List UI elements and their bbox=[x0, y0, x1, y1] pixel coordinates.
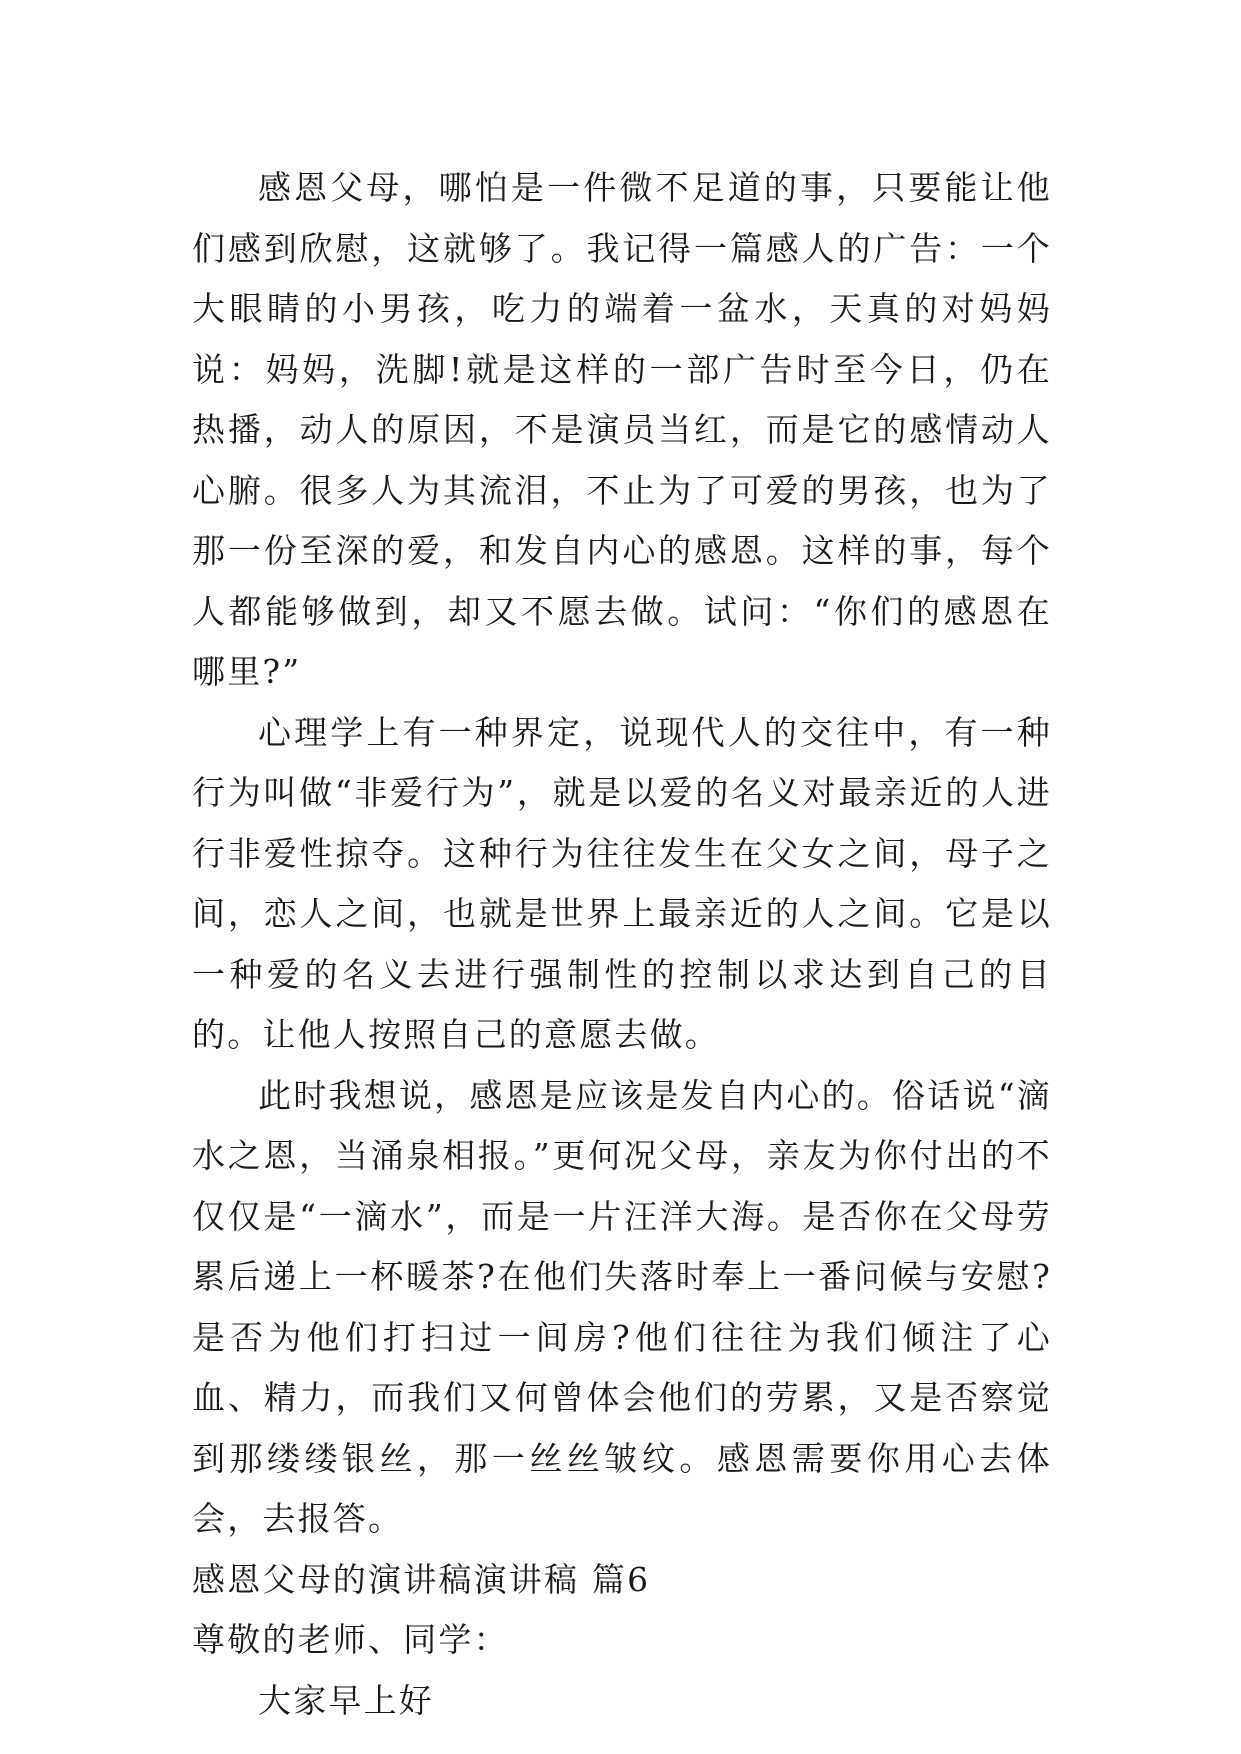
greeting: 大家早上好 bbox=[258, 1680, 434, 1720]
paragraph-non-love-behavior: 心理学上有一种界定，说现代人的交往中，有一种行为叫做“非爱行为”，就是以爱的名义对最亲近的人进行非爱性掠夺。这种行为往往发生在父女之间，母子之间，恋人之间，也就是世界上最亲近的人之间。它是以一种爱的名义去进行强制性的控制以求达到自己的目的。让他人按照自己的意愿去做。 bbox=[192, 712, 1052, 1054]
section-heading: 感恩父母的演讲稿演讲稿 篇6 bbox=[192, 1559, 651, 1599]
paragraph-gratitude-heart: 此时我想说，感恩是应该是发自内心的。俗话说“滴水之恩，当涌泉相报。”更何况父母，亲友为你付出的不仅仅是“一滴水”，而是一片汪洋大海。是否你在父母劳累后递上一杯暖茶?在他们失落时奉上一番问候与安慰?是否为他们打扫过一间房?他们往往为我们倾注了心血、精力，而我们又何曾体会他们的劳累，又是否察觉到那缕缕银丝，那一丝丝皱纹。感恩需要你用心去体会，去报答。 bbox=[192, 1075, 1052, 1538]
paragraph-gratitude-ad: 感恩父母，哪怕是一件微不足道的事，只要能让他们感到欣慰，这就够了。我记得一篇感人的广告：一个大眼睛的小男孩，吃力的端着一盆水，天真的对妈妈说：妈妈，洗脚!就是这样的一部广告时至今日，仍在热播，动人的原因，不是演员当红，而是它的感情动人心腑。很多人为其流泪，不止为了可爱的男孩，也为了那一份至深的爱，和发自内心的感恩。这样的事，每个人都能够做到，却又不愿去做。试问：“你们的感恩在哪里?” bbox=[192, 168, 1052, 691]
salutation: 尊敬的老师、同学： bbox=[192, 1620, 509, 1659]
document-body bbox=[192, 158, 1052, 1731]
